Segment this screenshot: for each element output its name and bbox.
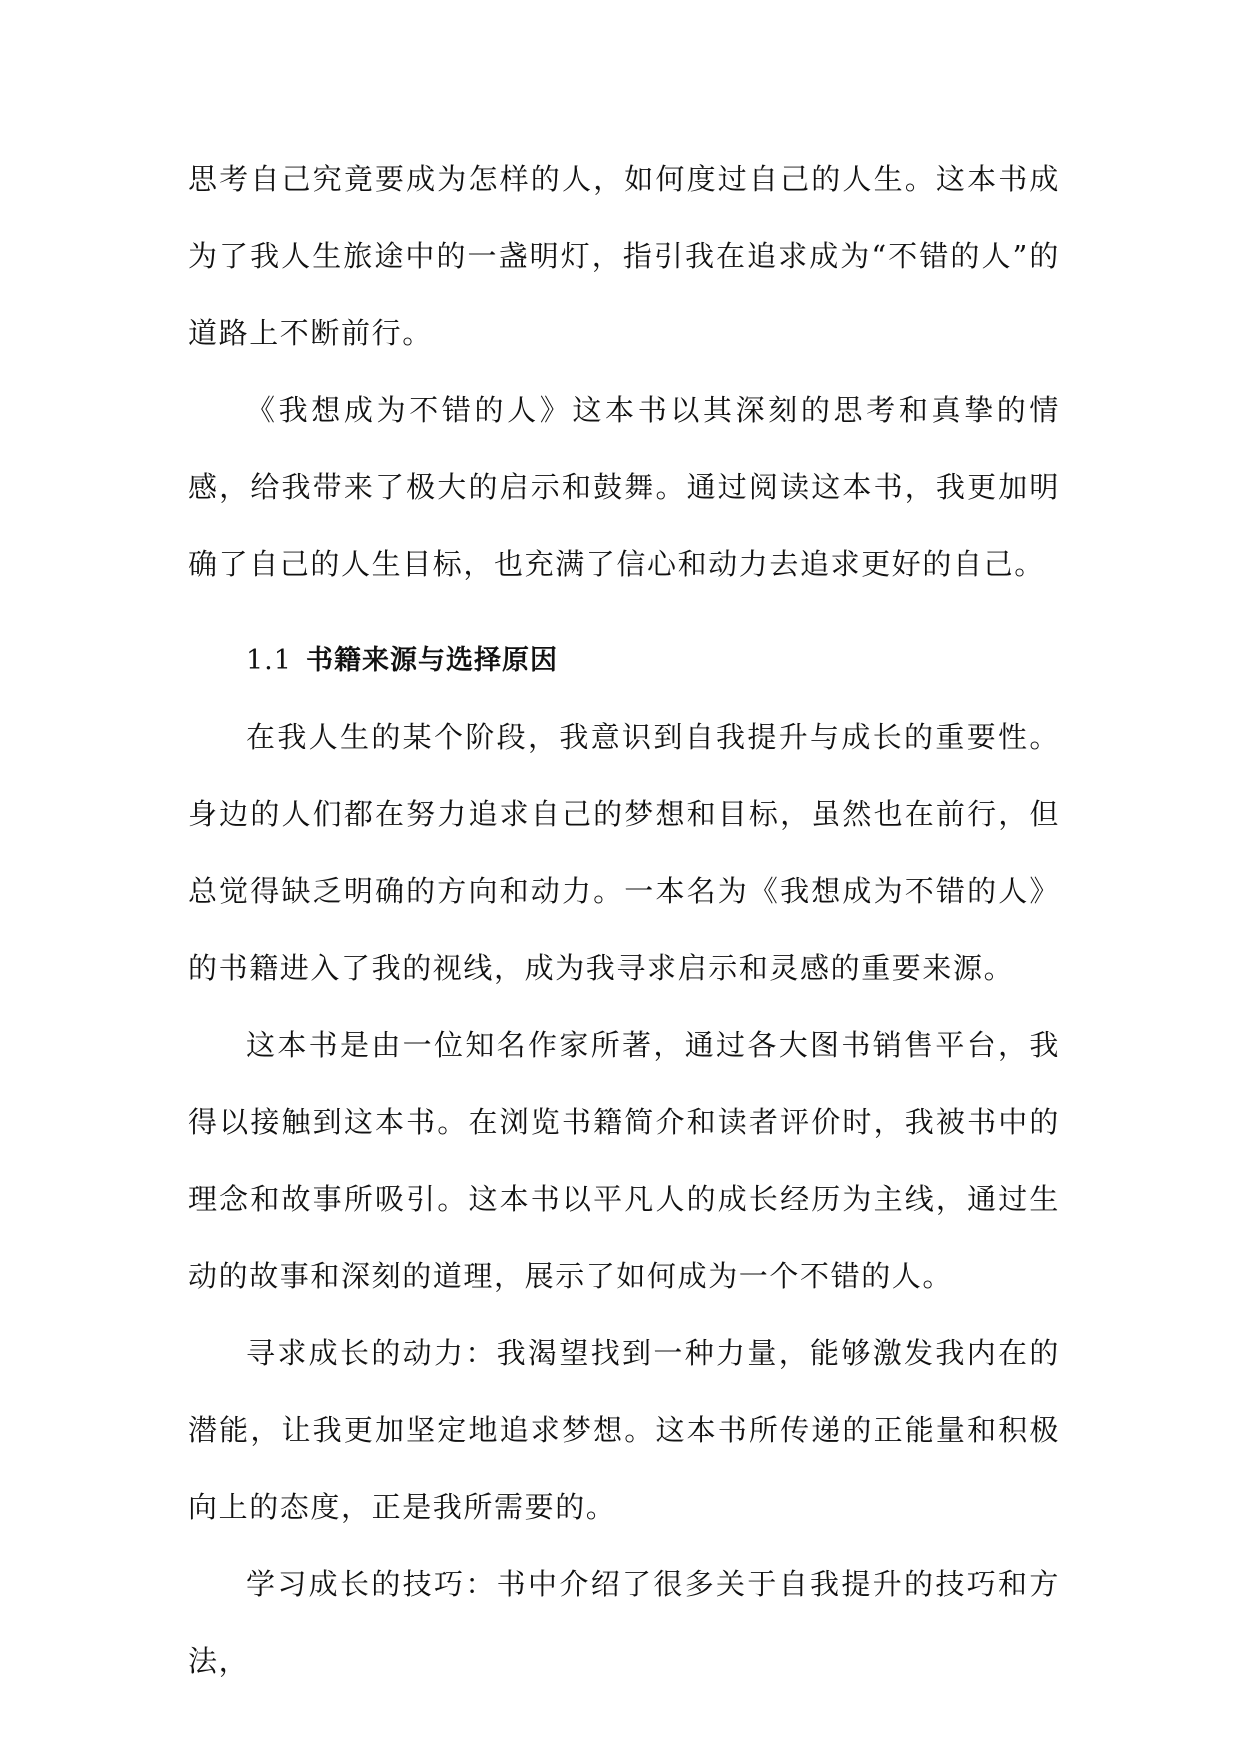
section-number: 1.1 (246, 645, 292, 676)
section-heading (188, 622, 1060, 699)
paragraph: 《我想成为不错的人》这本书以其深刻的思考和真挚的情感，给我带来了极大的启示和鼓舞。通过阅读这本书，我更加明确了自己的人生目标，也充满了信心和动力去追求更好的自己。 (188, 393, 1060, 581)
paragraph: 在我人生的某个阶段，我意识到自我提升与成长的重要性。身边的人们都在努力追求自己的梦想和目标，虽然也在前行，但总觉得缺乏明确的方向和动力。一本名为《我想成为不错的人》的书籍进入了我的视线，成为我寻求启示和灵感的重要来源。 (188, 720, 1060, 985)
paragraph-truncated: 学习成长的技巧：书中介绍了很多关于自我提升的技巧和方法， (188, 1567, 1060, 1678)
paragraph-continued: 思考自己究竟要成为怎样的人，如何度过自己的人生。这本书成为了我人生旅途中的一盏明灯，指引我在追求成为“不错的人”的道路上不断前行。 (188, 162, 1060, 350)
paragraph: 这本书是由一位知名作家所著，通过各大图书销售平台，我得以接触到这本书。在浏览书籍简介和读者评价时，我被书中的理念和故事所吸引。这本书以平凡人的成长经历为主线，通过生动的故事和深刻的道理，展示了如何成为一个不错的人。 (188, 1028, 1060, 1293)
paragraph: 寻求成长的动力：我渴望找到一种力量，能够激发我内在的潜能，让我更加坚定地追求梦想。这本书所传递的正能量和积极向上的态度，正是我所需要的。 (188, 1336, 1060, 1524)
section-title: 书籍来源与选择原因 (305, 645, 558, 676)
page-body (188, 141, 1060, 1700)
